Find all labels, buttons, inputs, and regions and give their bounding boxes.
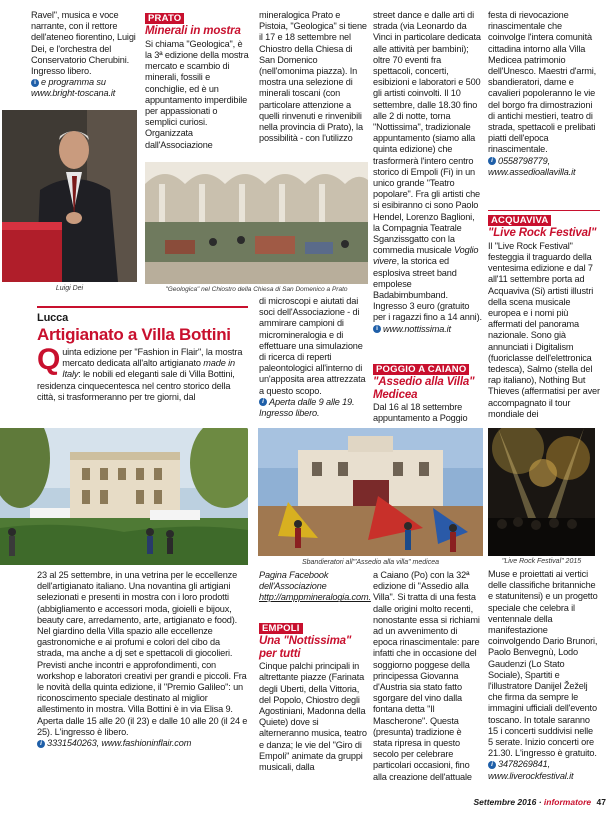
lucca-article-head: Lucca Artigianato a Villa Bottini Q uinta edizione per "Fashion in Flair", la mostra mercato dedicata all'alto artigianato made in Italy: le nobili ed eleganti sale di Villa Bottini, residenza cinquecentesca nel centro storico della città, si trasformeranno per tre giorni, dal	[37, 312, 248, 403]
acquaviva-tag: ACQUAVIVA	[488, 215, 551, 226]
caption-live-rock: "Live Rock Festival" 2015	[501, 558, 582, 565]
footer-magazine: informatore	[543, 797, 592, 807]
caption-assedio-villa: Sbandieratori all'"Assedio alla villa" medicea	[301, 559, 440, 566]
photo-villa-bottini	[0, 428, 248, 565]
empoli-headline: Una "Nottissima" per tutti	[259, 635, 352, 660]
empoli-body: Cinque palchi principali in altrettante piazze (Farinata degli Uberti, della Vittoria, del Popolo, Chiostro degli Agostiniani, Madonna della Quiete) dove si alterneranno musica, teatro e danza; le vie del "Giro di Empoli" animate da gruppi musicali, dalla	[259, 661, 367, 773]
acquaviva-web-link[interactable]: www.liverockfestival.it	[488, 770, 574, 781]
info-icon: i	[31, 79, 39, 87]
prato-body-2: mineralogica Prato e Pistoia, "Geologica" si tiene il 17 e 18 settembre nel Chiostro della Chiesa di San Domenico (nell'omonima piazza). In mostra una selezione di minerali toscani (con particolare attenzione a quelli rinvenuti e rinvenibili nella provincia di Prato), la possibilità - con l'utilizzo	[259, 10, 367, 144]
footer-month: Settembre 2016	[473, 797, 537, 807]
lucca-phone: 3331540263,	[47, 738, 99, 749]
prato-article-col3	[259, 10, 369, 144]
empoli-article	[259, 623, 369, 773]
info-icon: i	[488, 761, 496, 769]
acquaviva-phone: 3478269841,	[498, 759, 550, 770]
lucca-rule-top	[37, 306, 248, 308]
photo-live-rock-image	[488, 428, 595, 556]
footer-page-number: 47	[596, 797, 606, 807]
prato-headline: Minerali in mostra	[145, 25, 241, 38]
photo-geologica	[145, 162, 368, 284]
poggio-article-body	[373, 570, 483, 783]
photo-villa-bottini-image	[0, 428, 248, 565]
lucca-headline: Artigianato a Villa Bottini	[37, 325, 231, 344]
acquaviva-article	[488, 215, 600, 420]
photo-assedio-villa-image	[258, 428, 483, 556]
caption-luigi-dei: Luigi Dei	[55, 285, 84, 292]
prato-web-label: Pagina Facebook dell'Associazione	[259, 570, 329, 592]
lucca-body-2: 23 al 25 settembre, in una vetrina per le eccellenze dell'artigianato italiano. Una novantina gli artigiani selezionati e presenti in mostra con i loro prodotti (abbigliamento e accessori moda, gioielli e bijoux, beauty care, arredamento, arte, artigianato e food). Nel giardino della Villa spazio alle eccellenze gastronomiche e ai profumi e colori del cibo da strada, ma anche a dj set e spettacoli di giocolieri. Previsti anche incontri e approfondimenti, con workshop e laboratori creativi per grandi e piccoli. Fra le novità della quinta edizione, il "Premio Galileo": un riconoscimento speciale destinato al miglior allestimento in mostra. Villa Bottini è in via Elisa 9. Aperta dalle 15 alle 20 (il 23) e dalle 10 alle 20 (il 24 e 25). L'ingresso è libero.	[37, 570, 248, 737]
empoli-article-col4	[373, 10, 483, 335]
prato-body-1: Si chiama "Geologica", è la 3ª edizione della mostra mercato e scambio di minerali, fossili e conchiglie, ed è un appuntamento imperdibile per appassionati o semplici curiosi. Organizzata dall'Associazione	[145, 38, 249, 150]
acquaviva-article-2	[488, 569, 600, 782]
photo-live-rock	[488, 428, 595, 556]
prato-info: Aperta dalle 9 alle 19. Ingresso libero.	[259, 396, 355, 419]
lucca-city: Lucca	[37, 312, 69, 324]
caption-geologica: "Geologica" nel Chiostro della Chiesa di San Domenico a Prato	[165, 286, 348, 293]
poggio-article-head	[373, 364, 485, 425]
info-icon: i	[37, 740, 45, 748]
poggio-headline: "Assedio alla Villa" Medicea	[373, 376, 475, 401]
acquaviva-body-1: Il "Live Rock Festival" festeggia il traguardo della ventesima edizione e dal 7 all'11 settembre porta ad Acquaviva (Si) artisti illustri della scena musicale europea e i nomi più affermati del panorama nazionale. Sono già annunciati i Digitalism (fuoriclasse dell'elettronica tedesca), Salmo (stella del rap italiano), Nothing But Thieves (affermatisi per aver accompagnato il tour mondiale dei	[488, 240, 600, 419]
lucca-article-body	[37, 570, 248, 749]
acquaviva-body-2: Muse e proiettati ai vertici delle classifiche britanniche e statunitensi) e un progetto speciale che celebra il ventennale della manifestazione coinvolgendo Dario Brunori, Paolo Benvegnù, Lodo Gaudenzi (Lo Stato Sociale), Spartiti e l'illustratore Danijel Žeželj che firma da sempre le immagini ufficiali dell'evento toscano. In totale saranno 15 i concerti suddivisi nelle 5 serate. Inizio concerti ore 21.30. L'ingresso è gratuito.	[488, 569, 598, 759]
divider-acquaviva	[488, 210, 600, 211]
info-link[interactable]: e programma su www.bright-toscana.it	[31, 77, 116, 99]
photo-luigi-dei	[2, 110, 137, 282]
poggio-body: a Caiano (Po) con la 32ª edizione di "Assedio alla Villa". Si tratta di una festa dalle origini molto recenti, nonostante essa si richiami ad un avvenimento di epoca rinascimentale: pare infatti che in occasione del soggiorno poggese della principessa Giovanna d'Austria sia stato fatto sgorgare del vino dalla fontana detta "Il Mascherone". Questa (presunta) tradizione è stata ripresa in questo secolo per celebrare particolari occasioni, fino alla creazione dell'attuale	[373, 570, 480, 782]
poggio-web-link[interactable]: www.assedioallavilla.it	[488, 166, 576, 177]
photo-luigi-dei-image	[2, 110, 137, 282]
prato-article-col2	[145, 13, 251, 151]
poggio-tag: POGGIO A CAIANO	[373, 364, 469, 375]
poggio-article-col5	[488, 10, 600, 178]
col1-top-text: Ravel", musica e voce narrante, con il rettore dell'ateneo fiorentino, Luigi Dei, e l'orchestra del Conservatorio Cherubini. Ingresso libero. i e programma su www.bright-toscana.it	[31, 10, 136, 99]
prato-facebook	[259, 570, 369, 604]
info-icon: i	[373, 325, 381, 333]
info-icon: i	[259, 398, 267, 406]
info-icon: i	[488, 157, 496, 165]
poggio-phone: 0558798779,	[498, 155, 550, 166]
empoli-body-rest: , la storica ed esplosiva street band empolese Badabimbumband. Ingresso 3 euro (gratuito per i ragazzi fino a 14 anni).	[373, 256, 482, 323]
lucca-web-link[interactable]: www.fashioninflair.com	[101, 738, 192, 749]
empoli-body-top: street dance e dalle arti di strada (via Leonardo da Vinci in particolare dedicata alle attività per bambini); oltre 70 eventi fra spettacoli, concerti, esibizioni e laboratori e 500 gli artisti coinvolti. Il 10 settembre, dalle 18.30 fino alle 2 di notte, torna "Nottissima", tradizionale appuntamento (siamo alla quinta edizione) che trasformerà l'intero centro storico di Empoli (Fi) in un unico grande "Teatro popolare". Fra gli artisti che si esibiranno ci sono Paolo Hendel, Lorenzo Baglioni, la Compagnia Teatrale Sganzissgatto con la commedia musicale	[373, 10, 481, 256]
prato-tag: PRATO	[145, 13, 184, 24]
empoli-web-link[interactable]: www.nottissima.it	[383, 323, 451, 334]
prato-body-3: di microscopi e aiutati dai soci dell'Associazione - di ammirare campioni di micromineralogia e di effettuare una simulazione di ricerca di reperti paleontologici all'interno di un'apposita area attrezzata a questo scopo.	[259, 296, 366, 396]
lucca-dropcap: Q	[37, 343, 61, 376]
acquaviva-headline: "Live Rock Festival"	[488, 227, 597, 240]
empoli-play-title: Voglio vivere	[373, 245, 479, 267]
photo-geologica-image	[145, 162, 368, 284]
page-footer: Settembre 2016 · informatore 47	[473, 797, 606, 807]
prato-web-link[interactable]: http://amppmineralogia.com.	[259, 592, 371, 603]
prato-article-col3b	[259, 296, 369, 419]
empoli-tag: EMPOLI	[259, 623, 303, 634]
poggio-intro: Dal 16 al 18 settembre appuntamento a Poggio	[373, 402, 468, 424]
photo-assedio-villa	[258, 428, 483, 556]
poggio-body-col5: festa di rievocazione rinascimentale che coinvolge l'intera comunità cittadina intorno alla Villa Medicea patrimonio dell'Unesco. Maestri d'armi, sbandieratori, dame e cavalieri popoleranno le vie del borgo fra dimostrazioni di antichi mestieri, teatro di strada, spettacoli e prelibati piatti dell'epoca rinascimentale.	[488, 10, 597, 155]
